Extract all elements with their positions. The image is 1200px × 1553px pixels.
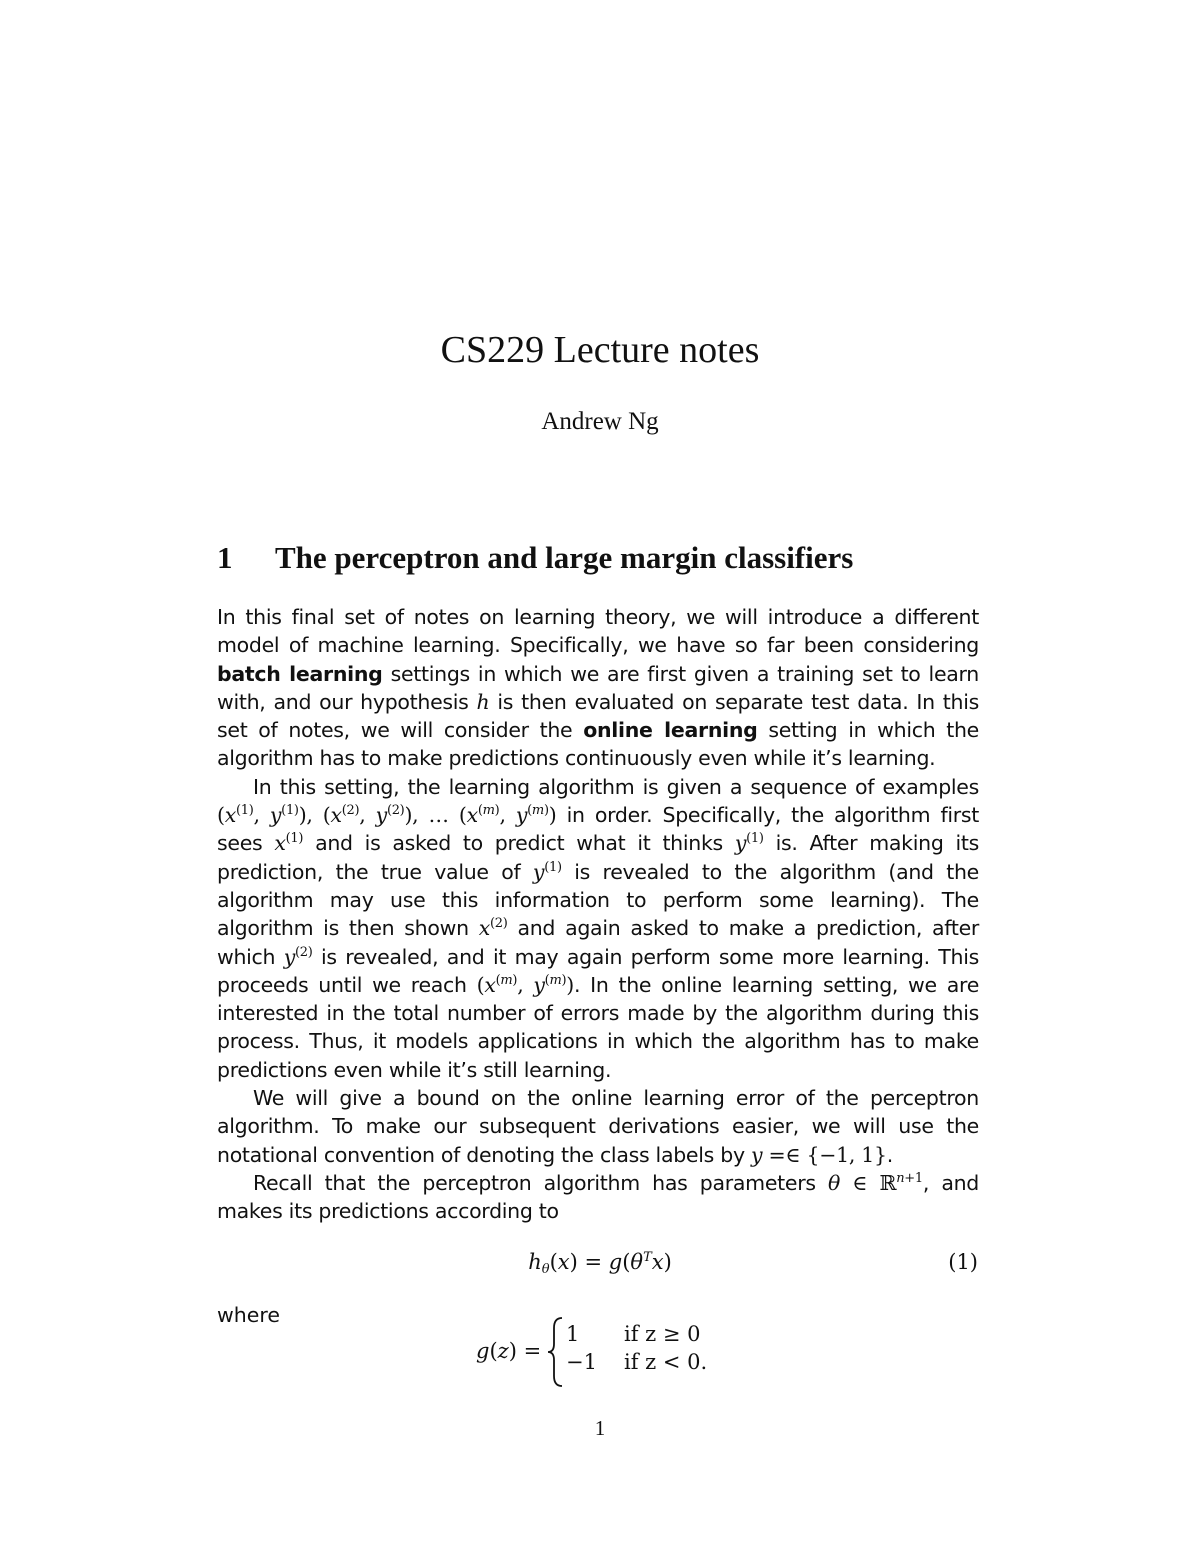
- left-brace: [546, 1316, 564, 1388]
- body-text: [217, 603, 979, 1226]
- math-inline: y =∈ {−1, 1}: [751, 1142, 887, 1167]
- math-inline: $x^{(1)}$: [274, 831, 304, 856]
- piecewise-row: −1 if z < 0.: [566, 1350, 708, 1374]
- equation-number: (1): [948, 1250, 978, 1274]
- section-number: 1: [217, 540, 233, 575]
- section-title: The perceptron and large margin classifiers: [275, 540, 854, 575]
- bold-term: online learning: [583, 718, 758, 743]
- bold-term: batch learning: [217, 661, 383, 686]
- equation-body: $h_\theta(x) = g(\theta^Tx)$: [528, 1250, 672, 1277]
- math-inline: ($x^{(m)}$, $y^{(m)}$): [476, 972, 574, 997]
- math-inline: $y^{(1)}$: [734, 831, 764, 856]
- piecewise-lhs: g(z) =: [476, 1339, 542, 1363]
- math-inline: $x^{(2)}$: [478, 916, 508, 941]
- piecewise-row: 1 if z ≥ 0: [566, 1322, 701, 1346]
- math-inline: $y^{(1)}$: [532, 859, 562, 884]
- where-text: where: [217, 1303, 280, 1327]
- math-inline: θ ∈ ℝ$^{n+1}$: [827, 1170, 923, 1195]
- document-title: CS229 Lecture notes: [440, 329, 760, 371]
- section-heading: [217, 540, 987, 576]
- paragraph: We will give a bound on the online learning error of the perceptron algorithm. To make our subsequent derivations easier, we will use the notational convention of denoting the class labels by y =∈ {−1, 1}.: [217, 1086, 979, 1167]
- page-number: 1: [594, 1416, 606, 1440]
- paragraph: In this final set of notes on learning theory, we will introduce a different model of machine learning. Specifically, we have so far been considering batch learning settings in which we are first given a training set to learn with, and our hypothesis h is then evaluated on separate test data. In this set of notes, we will consider the online learning setting in which the algorithm has to make predictions continuously even while it’s learning.: [217, 605, 980, 771]
- paragraph: In this setting, the learning algorithm is given a sequence of examples ($x^{(1)}$, $y^{(1)}$), ($x^{(2)}$, $y^{(2)}$), … ($x^{(m)}$, $y^{(m)}$) in order. Specifically, the algorithm first sees $x^{(1)}$ and is asked to predict what it thinks $y^{(1)}$ is. After making its prediction, the true value of $y^{(1)}$ is revealed to the algorithm (and the algorithm may use this information to perform some learning). The algorithm is then shown $x^{(2)}$ and again asked to make a prediction, after which $y^{(2)}$ is revealed, and it may again perform some more learning. This proceeds until we reach ($x^{(m)}$, $y^{(m)}$). In the online learning setting, we are interested in the total number of errors made by the algorithm during this process. Thus, it models applications in which the algorithm has to make predictions even while it’s still learning.: [217, 774, 980, 1082]
- math-inline: $y^{(2)}$: [283, 944, 313, 969]
- paragraph: Recall that the perceptron algorithm has parameters θ ∈ ℝ$^{n+1}$, and makes its predictions according to: [217, 1170, 980, 1224]
- document-author: Andrew Ng: [541, 408, 659, 435]
- math-inline: h: [476, 689, 490, 714]
- equation-1: [0, 1250, 1200, 1280]
- math-inline: ($x^{(1)}$, $y^{(1)}$), ($x^{(2)}$, $y^{(2)}$), … ($x^{(m)}$, $y^{(m)}$): [217, 803, 557, 828]
